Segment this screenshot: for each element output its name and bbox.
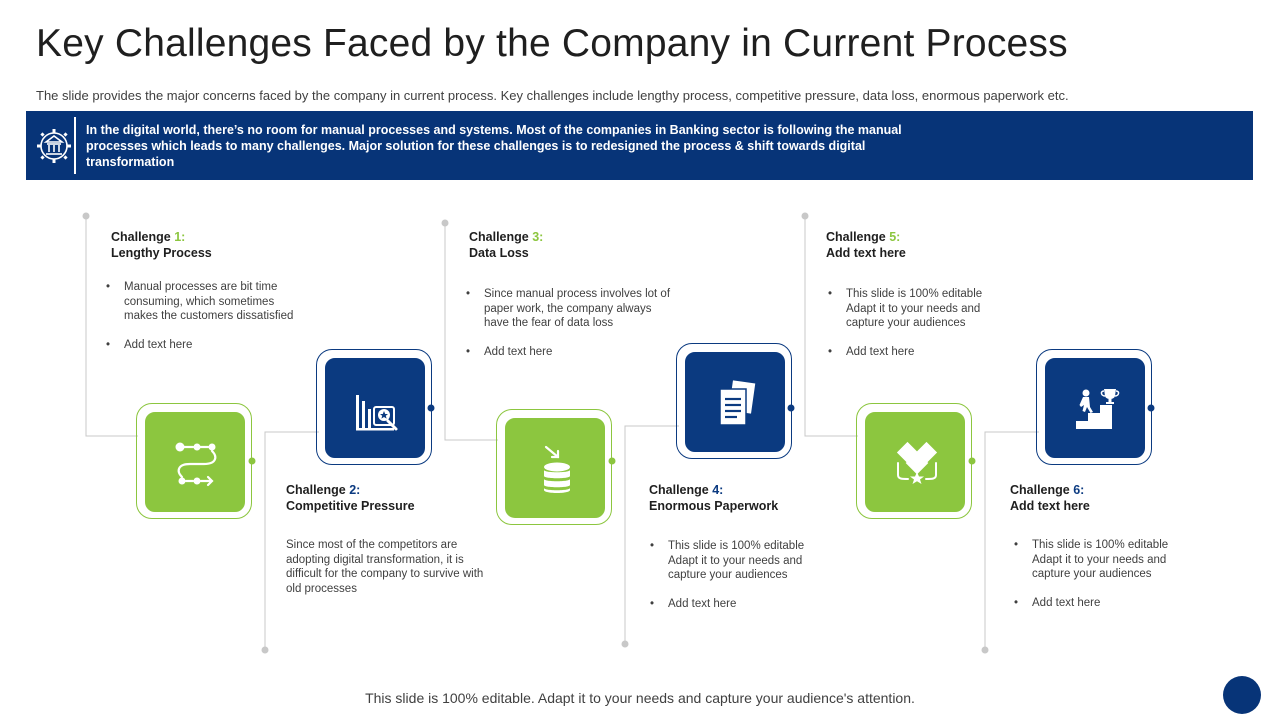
challenge-6-heading: Challenge 6: Add text here bbox=[1010, 483, 1090, 513]
page-subtitle: The slide provides the major concerns faced by the company in current process. Key challenges include lengthy process, competitive pressure, data loss, enormous paperwork etc. bbox=[36, 88, 1069, 103]
challenge-1-tile bbox=[136, 403, 252, 519]
documents-icon bbox=[712, 379, 762, 429]
list-item: • Add text here bbox=[1012, 596, 1192, 611]
challenge-2-heading: Challenge 2: Competitive Pressure bbox=[286, 483, 415, 513]
challenge-2-tile bbox=[316, 349, 432, 465]
challenge-3-tile bbox=[496, 409, 612, 525]
list-item: • This slide is 100% editable Adapt it to your needs and capture your audiences bbox=[826, 287, 1006, 331]
banner-text: In the digital world, there’s no room for manual processes and systems. Most of the companies in Banking sector is following the manual processes which leads to many challenges. Major solution for these challenges is to redesigned the process & shift towards digital transformation bbox=[86, 123, 902, 169]
challenge-6-tile bbox=[1036, 349, 1152, 465]
puzzle-network-icon bbox=[892, 439, 942, 489]
challenge-6-bullets bbox=[1012, 538, 1192, 624]
list-item: • Manual processes are bit time consuming, which sometimes makes the customers dissatisfied bbox=[104, 280, 304, 324]
list-item: • Add text here bbox=[648, 597, 828, 612]
challenge-2-text: Since most of the competitors are adopting digital transformation, it is difficult for the company to survive with old processes bbox=[286, 539, 484, 595]
challenge-3-heading: Challenge 3: Data Loss bbox=[469, 230, 544, 260]
list-item: • Add text here bbox=[464, 345, 674, 360]
challenge-4-heading: Challenge 4: Enormous Paperwork bbox=[649, 483, 779, 513]
database-loss-icon bbox=[532, 445, 582, 495]
list-item: • This slide is 100% editable Adapt it to your needs and capture your audiences bbox=[1012, 538, 1192, 582]
challenge-4-tile bbox=[676, 343, 792, 459]
challenge-1-bullets bbox=[104, 280, 304, 366]
challenge-5-bullets bbox=[826, 287, 1006, 373]
challenge-3-bullets bbox=[464, 287, 674, 373]
list-item: • Add text here bbox=[104, 338, 304, 353]
list-item: • This slide is 100% editable Adapt it to your needs and capture your audiences bbox=[648, 539, 828, 583]
stairs-trophy-icon bbox=[1072, 385, 1122, 435]
list-item: • Since manual process involves lot of paper work, the company always have the fear of data loss bbox=[464, 287, 674, 331]
footer-note: This slide is 100% editable. Adapt it to your needs and capture your audience's attention. bbox=[365, 690, 915, 706]
challenge-5-tile bbox=[856, 403, 972, 519]
page-marker bbox=[1223, 676, 1261, 714]
page-title: Key Challenges Faced by the Company in Current Process bbox=[36, 22, 1068, 65]
process-flow-icon bbox=[172, 439, 222, 489]
list-item: • Add text here bbox=[826, 345, 1006, 360]
challenge-5-heading: Challenge 5: Add text here bbox=[826, 230, 906, 260]
bar-chart-badge-icon bbox=[352, 385, 402, 435]
challenge-4-bullets bbox=[648, 539, 828, 625]
challenge-1-heading: Challenge 1: Lengthy Process bbox=[111, 230, 212, 260]
